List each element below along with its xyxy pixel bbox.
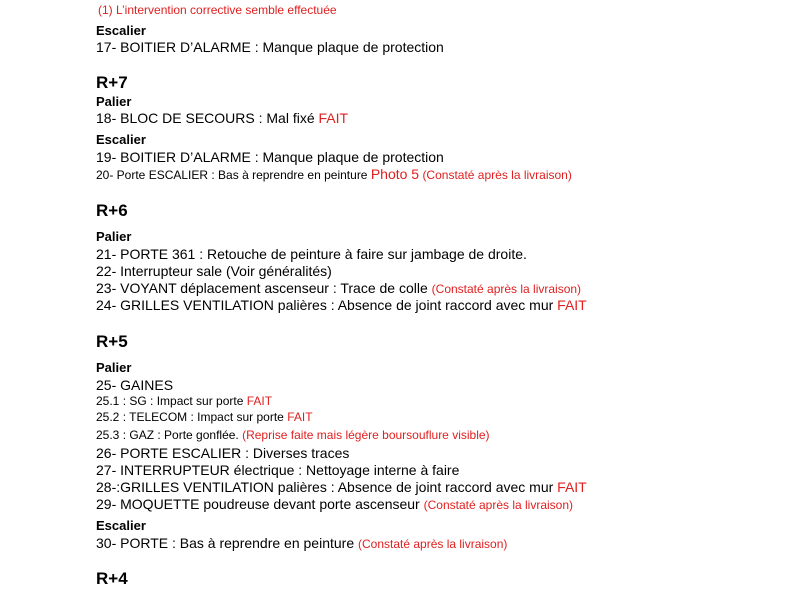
item-23-text: 23- VOYANT déplacement ascenseur : Trace de colle: [96, 280, 432, 296]
subsection-palier: Palier: [96, 94, 132, 109]
item-25: 25- GAINES: [96, 377, 174, 393]
floor-heading-r7: R+7: [96, 73, 128, 92]
item-17: 17- BOITIER D’ALARME : Manque plaque de protection: [96, 39, 444, 55]
item-25-2-text: 25.2 : TELECOM : Impact sur porte: [96, 410, 288, 424]
item-21: 21- PORTE 361 : Retouche de peinture à faire sur jambage de droite.: [96, 246, 527, 262]
item-28-text: 28-:GRILLES VENTILATION palières : Absence de joint raccord avec mur: [96, 479, 558, 495]
item-30: [96, 536, 507, 550]
item-20-text: 20- Porte ESCALIER : Bas à reprendre en peinture: [96, 168, 371, 182]
status-fait: FAIT: [557, 479, 587, 495]
delivery-note: (Constaté après la livraison): [422, 168, 572, 182]
item-28: [96, 480, 587, 494]
item-25-3-text: 25.3 : GAZ : Porte gonflée.: [96, 428, 243, 442]
item-24: [96, 298, 587, 312]
floor-heading-r5: R+5: [96, 332, 128, 351]
item-19: 19- BOITIER D’ALARME : Manque plaque de protection: [96, 149, 444, 165]
repair-note: (Reprise faite mais légère boursouflure visible): [242, 428, 490, 442]
item-25-1: [96, 395, 272, 407]
item-25-2: [96, 411, 313, 423]
status-fait: FAIT: [557, 297, 587, 313]
subsection-escalier: Escalier: [96, 132, 146, 147]
delivery-note: (Constaté après la livraison): [358, 537, 508, 551]
status-fait: FAIT: [287, 410, 313, 424]
item-30-text: 30- PORTE : Bas à reprendre en peinture: [96, 535, 358, 551]
item-25-3: [96, 429, 490, 441]
item-25-1-text: 25.1 : SG : Impact sur porte: [96, 394, 247, 408]
delivery-note: (Constaté après la livraison): [431, 282, 582, 296]
status-fait: FAIT: [318, 110, 349, 126]
subsection-escalier: Escalier: [96, 518, 146, 533]
floor-heading-r6: R+6: [96, 201, 128, 220]
item-29-text: 29- MOQUETTE poudreuse devant porte ascenseur: [96, 496, 424, 512]
item-29: [96, 497, 573, 511]
photo-ref: Photo 5: [370, 166, 420, 182]
item-18: [96, 111, 348, 125]
floor-heading-r4: R+4: [96, 569, 128, 588]
item-18-text: 18- BLOC DE SECOURS : Mal fixé: [96, 110, 319, 126]
item-27: 27- INTERRUPTEUR électrique : Nettoyage interne à faire: [96, 462, 460, 478]
item-26: 26- PORTE ESCALIER : Diverses traces: [96, 445, 350, 461]
item-24-text: 24- GRILLES VENTILATION palières : Absence de joint raccord avec mur: [96, 297, 558, 313]
subsection-palier: Palier: [96, 229, 132, 244]
subsection-escalier: Escalier: [96, 23, 146, 38]
subsection-palier: Palier: [96, 360, 132, 375]
item-22: 22- Interrupteur sale (Voir généralités): [96, 263, 332, 279]
item-20: [96, 167, 572, 181]
status-fait: FAIT: [246, 394, 273, 408]
item-23: [96, 281, 581, 295]
footnote: (1) L’intervention corrective semble effectuée: [98, 3, 337, 17]
delivery-note: (Constaté après la livraison): [423, 498, 574, 512]
